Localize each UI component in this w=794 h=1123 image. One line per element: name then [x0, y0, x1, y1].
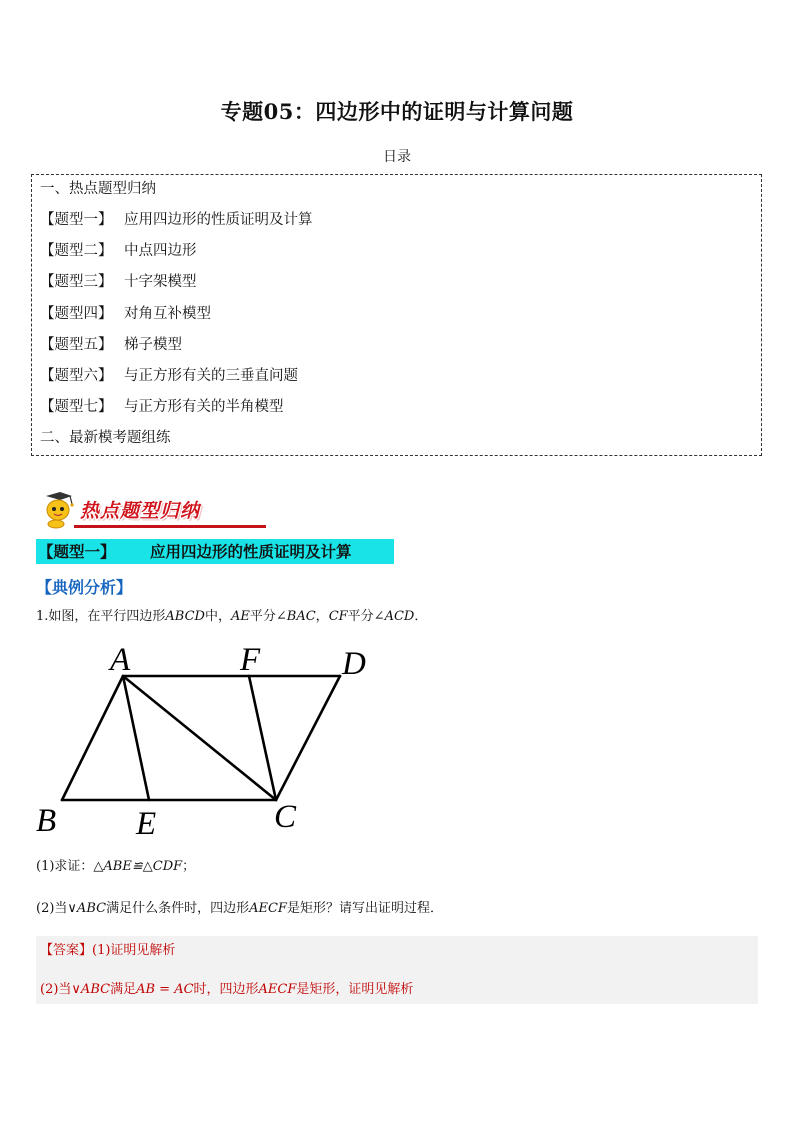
- toc-item-tag: 【题型五】: [40, 337, 113, 353]
- toc-item-2[interactable]: [40, 239, 197, 260]
- q-text: 满足什么条件时，四边形: [106, 901, 250, 916]
- page-title: 专题05：四边形中的证明与计算问题: [220, 99, 574, 124]
- answer-math: AB = AC: [136, 982, 194, 997]
- toc-heading: 日录: [383, 149, 411, 165]
- label-e: E: [136, 806, 157, 842]
- q-text: 平分∠: [347, 609, 385, 624]
- q-math: ABCD: [165, 609, 205, 624]
- q-text: (1)求证：: [36, 859, 94, 874]
- q-text: ．: [414, 609, 428, 624]
- question-part-2: [36, 897, 443, 916]
- toc-item-label: 十字架模型: [124, 274, 197, 290]
- toc-item-6[interactable]: [40, 364, 298, 385]
- type-heading: [36, 539, 394, 564]
- toc-item-label: 梯子模型: [124, 337, 182, 353]
- q-math: ACD: [384, 609, 415, 624]
- answer-line-2: [40, 978, 413, 997]
- type-tag: 【题型一】: [38, 542, 116, 561]
- parallelogram-figure: [34, 638, 394, 843]
- banner-title: 热点题型归纳: [80, 500, 201, 522]
- type-label: 应用四边形的性质证明及计算: [150, 542, 352, 561]
- example-heading: 【典例分析】: [36, 578, 133, 597]
- answer-text: (1)证明见解析: [92, 943, 176, 958]
- q-math: CF: [328, 609, 348, 624]
- q-math: ∨ABC: [67, 901, 107, 916]
- label-b: B: [36, 803, 57, 839]
- q-math: AE: [230, 609, 250, 624]
- answer-box: [36, 936, 758, 1004]
- toc-item-tag: 【题型一】: [40, 212, 113, 228]
- toc-item-tag: 【题型二】: [40, 243, 113, 259]
- q-text: 平分∠: [249, 609, 287, 624]
- section-banner: [36, 490, 236, 530]
- q-text: ；: [182, 859, 196, 874]
- label-d: D: [342, 646, 366, 682]
- answer-text: (2)当: [40, 982, 72, 997]
- q-math: AECF: [249, 901, 287, 916]
- toc-item-label: 与正方形有关的半角模型: [124, 399, 284, 415]
- answer-label: 【答案】: [40, 943, 93, 958]
- toc-item-tag: 【题型四】: [40, 306, 113, 322]
- q-text: 1.如图，在平行四边形: [36, 609, 166, 624]
- toc-item-3[interactable]: [40, 270, 197, 291]
- toc-item-5[interactable]: [40, 333, 182, 354]
- toc-box: [31, 174, 762, 456]
- q-text: ，: [315, 609, 329, 624]
- banner-underline: [74, 525, 266, 528]
- answer-text: 是矩形，证明见解析: [296, 982, 414, 997]
- mascot-icon: [36, 490, 78, 530]
- toc-item-label: 应用四边形的性质证明及计算: [124, 212, 313, 228]
- toc-item-tag: 【题型七】: [40, 399, 113, 415]
- toc-item-label: 与正方形有关的三垂直问题: [124, 368, 298, 384]
- question-part-1: [36, 855, 195, 874]
- label-f: F: [240, 642, 261, 678]
- q-text: 中，: [204, 609, 231, 624]
- label-c: C: [274, 799, 297, 835]
- toc-item-label: 对角互补模型: [124, 306, 211, 322]
- q-text: (2)当: [36, 901, 68, 916]
- toc-item-4[interactable]: [40, 302, 211, 323]
- toc-item-7[interactable]: [40, 395, 284, 416]
- question-intro: [36, 605, 427, 624]
- toc-item-tag: 【题型六】: [40, 368, 113, 384]
- toc-item-tag: 【题型三】: [40, 274, 113, 290]
- toc-section-1[interactable]: 一、热点题型归纳: [40, 181, 156, 197]
- q-math: △ABE≌△CDF: [93, 859, 183, 874]
- segment-dc: [276, 676, 340, 800]
- q-text: 是矩形？请写出证明过程．: [286, 901, 443, 916]
- answer-math: ∨ABC: [71, 982, 111, 997]
- label-a: A: [110, 642, 131, 678]
- toc-section-2[interactable]: 二、最新模考题组练: [40, 430, 171, 446]
- segment-ab: [62, 676, 123, 800]
- answer-math: AECF: [258, 982, 297, 997]
- answer-line-1: [40, 939, 175, 958]
- q-math: BAC: [286, 609, 316, 624]
- answer-text: 时，四边形: [193, 982, 259, 997]
- answer-text: 满足: [110, 982, 137, 997]
- toc-item-1[interactable]: [40, 208, 313, 229]
- toc-item-label: 中点四边形: [124, 243, 197, 259]
